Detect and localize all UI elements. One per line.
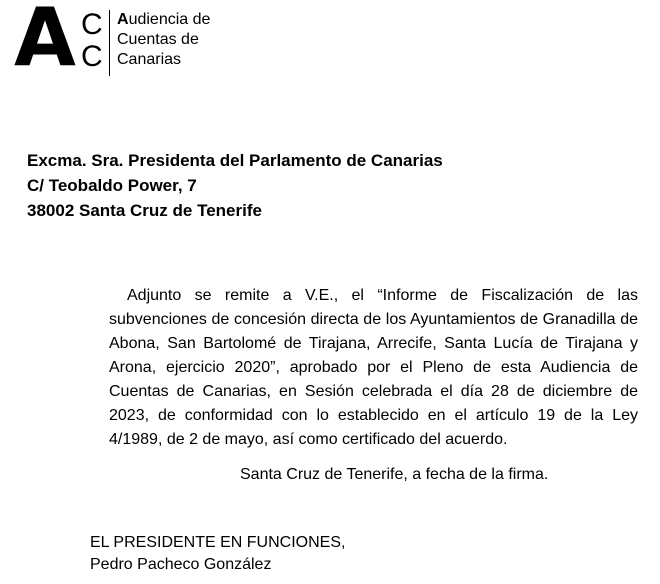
logo-big-letter: A [14,0,76,84]
logo-line-2: Cuentas de [117,31,199,48]
body-paragraph-container [109,284,638,452]
logo-line-3: Canarias [117,51,182,68]
date-line: Santa Cruz de Tenerife, a fecha de la firma. [240,466,549,483]
address-line-3: 38002 Santa Cruz de Tenerife [27,201,262,220]
logo-line-1-rest: udiencia de [128,11,211,28]
logo-line-1 [117,10,210,30]
signature-block [90,532,345,576]
address-line-2: C/ Teobaldo Power, 7 [27,176,197,195]
address-line-1: Excma. Sra. Presidenta del Parlamento de Canarias [27,151,443,170]
logo-line-1-initial: A [117,11,129,28]
signature-name: Pedro Pacheco González [90,556,272,573]
signature-title: EL PRESIDENTE EN FUNCIONES, [90,534,346,551]
logo-divider [109,10,110,76]
body-paragraph: Adjunto se remite a V.E., el “Informe de Fiscalización de las subvenciones de concesión directa de los Ayuntamientos de Granadilla de Abona, San Bartolomé de Tirajana, Arrecife, Santa Lucía de Tirajana y Arona, ejercicio 2020”, aprobado por el Pleno de esta Audiencia de Cuentas de Canarias, en Sesión celebrada el día 28 de diciembre de 2023, de conformidad con lo establecido en el artículo 19 de la Ley 4/1989, de 2 de mayo, así como certificado del acuerdo. [109,287,638,448]
logo-small-letter-top: C [81,8,103,41]
logo-small-letter-bottom: C [81,40,103,73]
recipient-address [27,148,443,223]
audiencia-logo [14,0,214,84]
logo-institution-name [117,10,210,70]
